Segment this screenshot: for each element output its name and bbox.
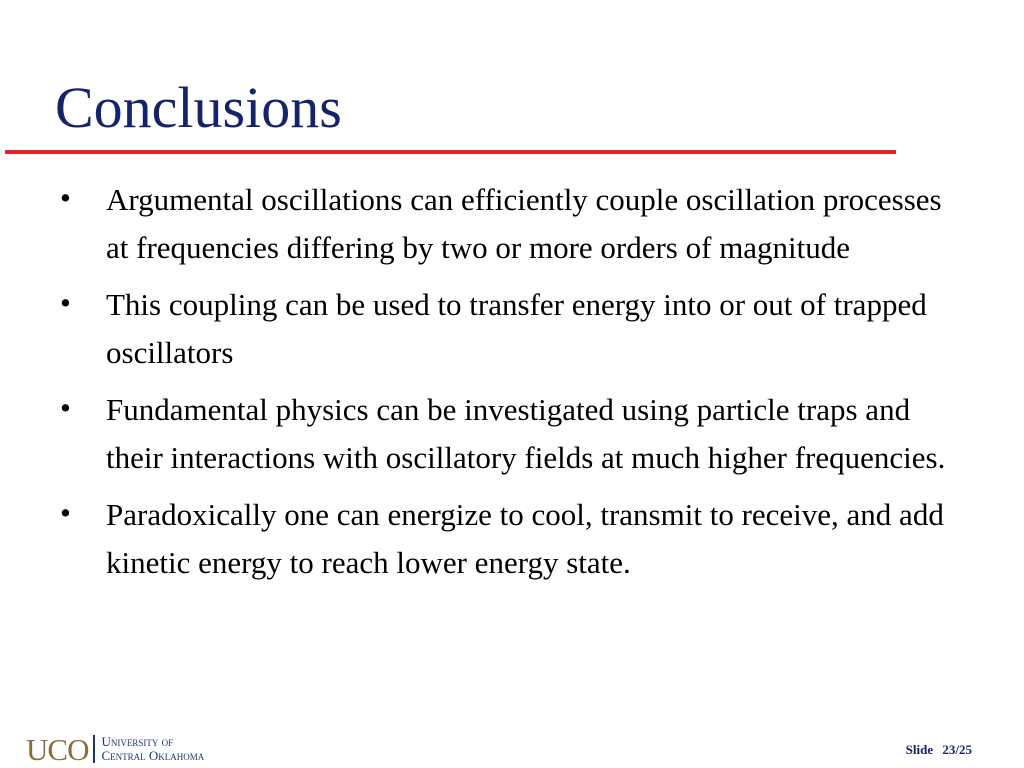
bullet-marker: •	[60, 180, 71, 215]
bullet-text: Argumental oscillations can efficiently couple oscillation processes at frequencies differing by two or more orders of magnitude	[106, 182, 942, 265]
bullet-marker: •	[60, 285, 71, 320]
bullet-text: Fundamental physics can be investigated using particle traps and their interactions with oscillatory fields at much higher frequencies.	[106, 392, 946, 475]
bullet-list	[0, 176, 966, 596]
title-underline-rule	[5, 150, 896, 154]
logo-wordmark	[101, 735, 204, 763]
bullet-item	[0, 491, 966, 587]
bullet-item	[0, 386, 966, 482]
slide-number-value: 23/25	[942, 742, 972, 757]
bullet-item	[0, 281, 966, 377]
logo-divider	[93, 735, 95, 763]
university-logo	[26, 732, 204, 766]
slide-number	[906, 742, 972, 758]
slide-number-label: Slide	[905, 742, 934, 757]
logo-line-2: Central Oklahoma	[101, 748, 205, 763]
logo-line-1: University of	[101, 734, 174, 749]
logo-mark: UCO	[26, 731, 89, 767]
bullet-item	[0, 176, 966, 272]
bullet-marker: •	[60, 495, 71, 530]
bullet-marker: •	[60, 390, 71, 425]
bullet-text: This coupling can be used to transfer energy into or out of trapped oscillators	[106, 287, 927, 370]
bullet-text: Paradoxically one can energize to cool, transmit to receive, and add kinetic energy to reach lower energy state.	[106, 497, 944, 580]
slide-title: Conclusions	[55, 75, 342, 140]
